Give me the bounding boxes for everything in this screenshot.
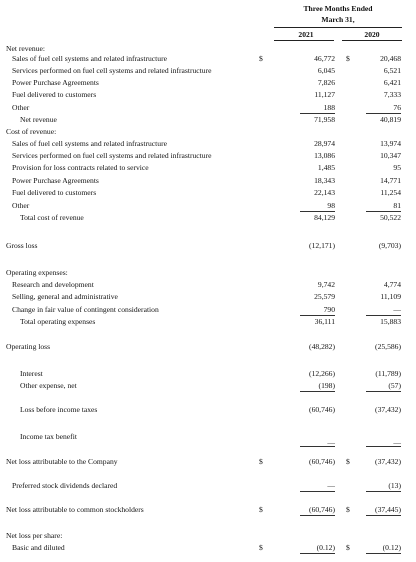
value-2020: (37,432) [375,457,401,466]
value-2020: 14,771 [380,176,401,185]
value-2020: 15,883 [380,317,401,326]
total-row [0,115,416,125]
table-row [0,103,416,113]
table-row [0,176,416,186]
dollar-sign: $ [346,457,350,466]
row-label: Net revenue [20,115,57,124]
value-2020: (37,432) [375,405,401,414]
net-loss-common-row [0,505,416,515]
section-heading: Net revenue: [6,44,46,53]
total-row [0,317,416,327]
per-share-row [0,543,416,553]
value-2020: (57) [388,381,401,390]
subtotal-rule [300,113,335,114]
dollar-sign: $ [259,505,263,514]
year-2021-header: 2021 [298,30,314,39]
income-tax-benefit-row [0,432,416,447]
row-label: Fuel delivered to customers [12,90,97,99]
value-2021: (48,282) [309,342,335,351]
row-label: Income tax benefit [20,432,77,441]
dollar-sign: $ [259,543,263,552]
row-label: Other [12,201,30,210]
loss-before-taxes-row [0,405,416,415]
value-2021: 22,143 [314,188,335,197]
period-header-line2: March 31, [321,15,355,24]
table-row [0,305,416,315]
double-rule [366,553,401,554]
subtotal-rule [366,211,401,212]
value-2020: (0.12) [382,543,401,552]
subtotal-rule [300,211,335,212]
dollar-sign: $ [259,54,263,63]
net-loss-company-row [0,457,416,467]
row-label: Power Purchase Agreements [12,78,99,87]
table-row [0,292,416,302]
row-label: Services performed on fuel cell systems and related infrastructure [12,151,212,160]
period-header-line1: Three Months Ended [303,4,373,13]
subtotal-rule [300,446,335,447]
row-label: Net loss attributable to the Company [6,457,118,466]
value-2021: 36,111 [314,317,335,326]
table-row [0,280,416,290]
operating-expenses-heading-row [0,268,416,278]
row-label: Interest [20,369,43,378]
row-label: Research and development [12,280,94,289]
value-2020: 76 [393,103,401,112]
header-rule [274,27,402,28]
value-2021: (60,746) [309,405,335,414]
year-2020-rule [342,40,402,41]
value-2021: — [327,438,335,447]
row-label: Preferred stock dividends declared [12,481,118,490]
total-row [0,213,416,223]
dollar-sign: $ [259,457,263,466]
dollar-sign: $ [346,505,350,514]
value-2021: 13,086 [314,151,335,160]
value-2020: 81 [393,201,401,210]
value-2021: 25,579 [314,292,335,301]
value-2021: (0.12) [316,543,335,552]
subtotal-rule [366,315,401,316]
row-label: Power Purchase Agreements [12,176,99,185]
table-row [0,66,416,76]
table-row [0,90,416,100]
value-2020: 20,468 [380,54,401,63]
subtotal-rule [366,113,401,114]
table-row [0,139,416,149]
per-share-heading-row [0,531,416,541]
row-label: Change in fair value of contingent consideration [12,305,159,314]
year-2020-header: 2020 [364,30,380,39]
section-heading: Cost of revenue: [6,127,57,136]
value-2020: 7,333 [383,90,401,99]
value-2020: 40,819 [380,115,401,124]
row-label: Sales of fuel cell systems and related infrastructure [12,139,167,148]
row-label: Provision for loss contracts related to service [12,163,149,172]
dollar-sign: $ [346,54,350,63]
cost-of-revenue-heading-row [0,127,416,137]
dollar-sign: $ [346,543,350,552]
row-label: Sales of fuel cell systems and related infrastructure [12,54,167,63]
value-2021: (60,746) [309,457,335,466]
value-2021: 790 [323,305,335,314]
value-2020: 10,347 [380,151,401,160]
value-2020: (25,586) [375,342,401,351]
subtotal-rule [366,391,401,392]
value-2020: (13) [388,481,401,490]
value-2021: (60,746) [309,505,335,514]
value-2021: 46,772 [314,54,335,63]
interest-row [0,369,416,379]
value-2021: 28,974 [314,139,335,148]
section-heading: Operating expenses: [6,268,68,277]
net-revenue-heading-row [0,44,416,54]
row-label: Other [12,103,30,112]
preferred-dividends-row [0,481,416,491]
value-2020: (37,445) [375,505,401,514]
value-2020: — [393,438,401,447]
value-2020: 6,421 [383,78,401,87]
value-2020: (11,789) [375,369,401,378]
table-row [0,188,416,198]
value-2021: 7,826 [317,78,335,87]
operating-loss-row [0,342,416,352]
other-expense-row [0,381,416,391]
value-2020: 11,109 [380,292,401,301]
section-heading: Net loss per share: [6,531,63,540]
row-label: Other expense, net [20,381,77,390]
value-2020: 95 [393,163,401,172]
table-row [0,54,416,64]
row-label: Basic and diluted [12,543,65,552]
row-label: Services performed on fuel cell systems and related infrastructure [12,66,212,75]
value-2020: 4,774 [383,280,401,289]
double-rule [300,553,335,554]
subtotal-rule [300,315,335,316]
value-2020: 50,522 [380,213,401,222]
row-label: Fuel delivered to customers [12,188,97,197]
row-label: Total operating expenses [20,317,96,326]
row-label: Selling, general and administrative [12,292,118,301]
gross-loss-row [0,241,416,251]
row-label: Total cost of revenue [20,213,84,222]
value-2021: — [327,481,335,490]
subtotal-rule [366,446,401,447]
value-2021: 98 [327,201,335,210]
row-label: Operating loss [6,342,51,351]
value-2021: 84,129 [314,213,335,222]
value-2021: 9,742 [317,280,335,289]
value-2021: 188 [323,103,335,112]
subtotal-rule [300,391,335,392]
value-2021: 6,045 [317,66,335,75]
value-2021: 1,485 [317,163,335,172]
row-label: Loss before income taxes [20,405,98,414]
value-2020: 11,254 [380,188,401,197]
table-row [0,151,416,161]
table-row [0,163,416,173]
value-2020: — [393,305,401,314]
double-rule [300,515,335,516]
value-2021: (12,266) [309,369,335,378]
row-label: Net loss attributable to common stockholders [6,505,144,514]
table-row [0,78,416,88]
subtotal-rule [366,491,401,492]
value-2021: 11,127 [314,90,335,99]
subtotal-rule [300,491,335,492]
year-2021-rule [274,40,334,41]
value-2021: 18,343 [314,176,335,185]
value-2020: (9,703) [378,241,401,250]
row-label: Gross loss [6,241,38,250]
table-row [0,201,416,211]
value-2021: 71,958 [314,115,335,124]
value-2020: 13,974 [380,139,401,148]
value-2021: (12,171) [309,241,335,250]
value-2021: (198) [318,381,335,390]
value-2020: 6,521 [383,66,401,75]
double-rule [366,515,401,516]
